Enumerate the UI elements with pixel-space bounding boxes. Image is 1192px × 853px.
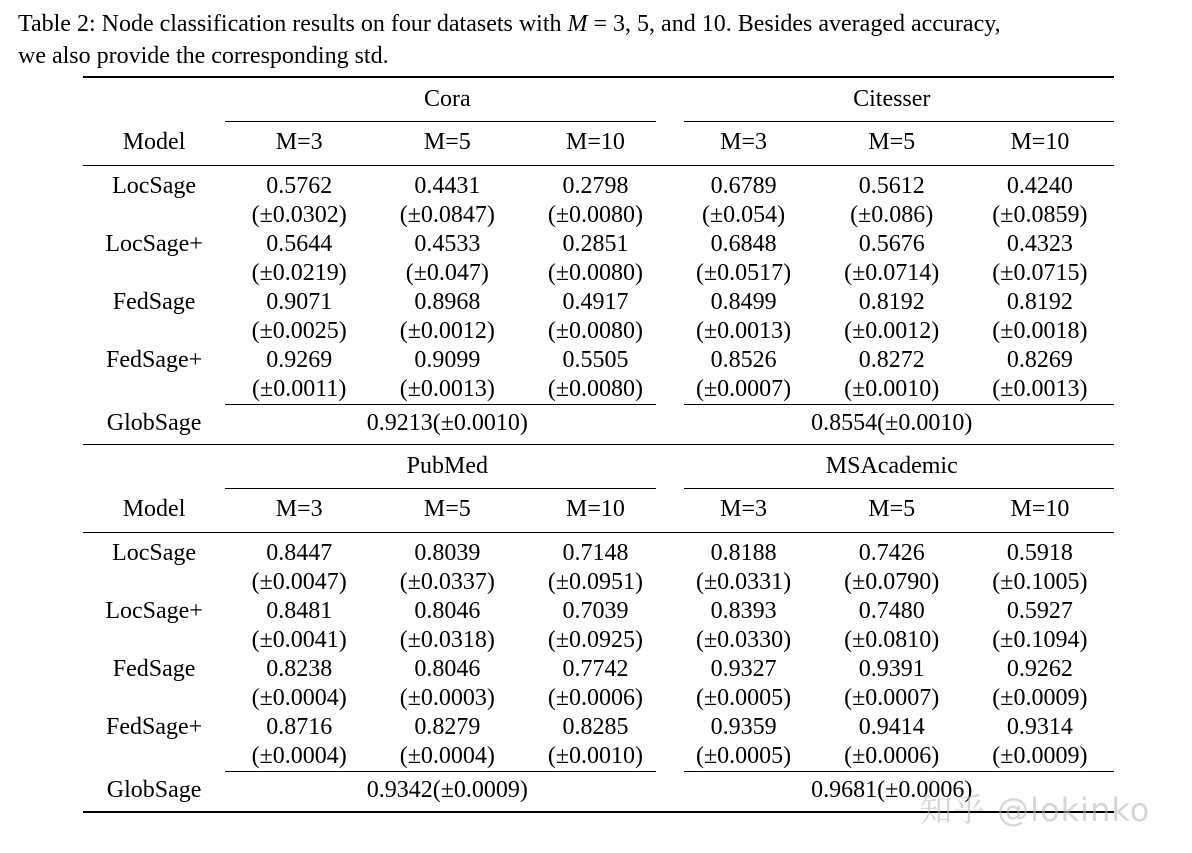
table-row: [83, 375, 1114, 404]
dataset-name: Citesser: [853, 86, 931, 112]
mean-value: 0.5612: [858, 172, 925, 199]
mean-value: 0.4240: [1006, 172, 1073, 199]
mean-value: 0.8279: [414, 713, 481, 740]
dataset-header-row: [83, 444, 1114, 488]
mean-value: 0.9359: [710, 713, 777, 740]
results-table-wrap: [83, 76, 1114, 813]
globsage-value: 0.9342(±0.0009): [225, 771, 669, 812]
dataset-header-row: [83, 77, 1114, 121]
mean-value: 0.5762: [266, 172, 333, 199]
mean-value: 0.9099: [414, 346, 481, 373]
caption-math-var: M: [567, 11, 588, 37]
model-name: LocSage: [112, 172, 197, 199]
m-header: M=3: [670, 121, 818, 165]
std-value: (±0.0080): [547, 201, 644, 228]
std-value: (±0.0004): [251, 742, 347, 769]
mean-value: 0.4323: [1006, 230, 1073, 257]
mean-value: 0.5505: [562, 346, 629, 373]
table-row: [83, 288, 1114, 317]
mean-value: 0.8393: [710, 597, 777, 624]
empty-cell: [83, 317, 225, 346]
std-value: (±0.0010): [844, 375, 940, 402]
std-value: (±0.0859): [992, 201, 1088, 228]
m-header: M=5: [373, 121, 521, 165]
mean-value: 0.8499: [710, 288, 777, 315]
std-value: (±0.0003): [399, 684, 495, 711]
std-value: (±0.047): [405, 259, 489, 286]
mean-value: 0.5676: [858, 230, 925, 257]
table-caption: [18, 8, 1188, 72]
mean-value: 0.8716: [266, 713, 333, 740]
std-value: (±0.0013): [992, 375, 1088, 402]
mean-value: 0.8046: [414, 655, 481, 682]
std-value: (±0.0047): [251, 568, 347, 595]
std-value: (±0.0810): [844, 626, 940, 653]
model-name: FedSage: [112, 655, 196, 682]
globsage-value: 0.9681(±0.0006): [670, 771, 1114, 812]
mean-value: 0.8269: [1006, 346, 1073, 373]
std-value: (±0.0009): [992, 742, 1088, 769]
table-row: [83, 597, 1114, 626]
std-value: (±0.0330): [696, 626, 792, 653]
mean-value: 0.8238: [266, 655, 333, 682]
std-value: (±0.0331): [696, 568, 792, 595]
m-header: M=10: [521, 121, 669, 165]
std-value: (±0.0018): [992, 317, 1088, 344]
mean-value: 0.8192: [1006, 288, 1073, 315]
std-value: (±0.0004): [251, 684, 347, 711]
mean-value: 0.5644: [266, 230, 333, 257]
m-header: M=10: [521, 488, 669, 532]
std-value: (±0.0337): [399, 568, 495, 595]
std-value: (±0.0005): [696, 742, 792, 769]
std-value: (±0.0013): [696, 317, 792, 344]
std-value: (±0.0013): [399, 375, 495, 402]
table-body: [83, 77, 1114, 812]
std-value: (±0.0080): [547, 375, 644, 402]
m-header: M=5: [818, 121, 966, 165]
std-value: (±0.0005): [696, 684, 792, 711]
mean-value: 0.7480: [858, 597, 925, 624]
mean-value: 0.9262: [1006, 655, 1073, 682]
std-value: (±0.0714): [844, 259, 940, 286]
mean-value: 0.9391: [858, 655, 925, 682]
mean-value: 0.6789: [710, 172, 777, 199]
std-value: (±0.0790): [844, 568, 940, 595]
dataset-name: PubMed: [406, 452, 488, 479]
std-value: (±0.0006): [547, 684, 644, 711]
std-value: (±0.1005): [992, 568, 1088, 595]
std-value: (±0.0302): [251, 201, 347, 228]
mean-value: 0.6848: [710, 230, 777, 257]
mean-value: 0.9314: [1006, 713, 1073, 740]
empty-cell: [83, 77, 225, 121]
std-value: (±0.0080): [547, 259, 644, 286]
table-row: [83, 742, 1114, 771]
empty-cell: [83, 444, 225, 488]
std-value: (±0.0318): [399, 626, 495, 653]
mean-value: 0.9414: [858, 713, 925, 740]
model-name: LocSage+: [105, 230, 203, 257]
watermark: 知乎 @lokinko: [920, 791, 1151, 829]
std-value: (±0.0847): [399, 201, 495, 228]
std-value: (±0.0715): [992, 259, 1088, 286]
std-value: (±0.0080): [547, 317, 644, 344]
std-value: (±0.1094): [992, 626, 1088, 653]
table-row: [83, 346, 1114, 375]
dataset-name: MSAcademic: [825, 452, 958, 479]
mean-value: 0.5927: [1006, 597, 1073, 624]
mean-value: 0.9269: [266, 346, 333, 373]
std-value: (±0.0925): [547, 626, 644, 653]
table-row: [83, 259, 1114, 288]
table-row: [83, 655, 1114, 684]
mean-value: 0.7742: [562, 655, 629, 682]
std-value: (±0.0007): [844, 684, 940, 711]
empty-cell: [83, 626, 225, 655]
std-value: (±0.0951): [547, 568, 644, 595]
table-row: [83, 568, 1114, 597]
caption-text: Table 2: Node classification results on four datasets with: [18, 11, 568, 37]
m-header: M=5: [818, 488, 966, 532]
m-header: M=5: [373, 488, 521, 532]
model-name: LocSage: [112, 539, 197, 566]
mean-value: 0.9071: [266, 288, 333, 315]
empty-cell: [83, 201, 225, 230]
mean-value: 0.8447: [266, 539, 333, 566]
std-value: (±0.0025): [251, 317, 347, 344]
empty-cell: [83, 684, 225, 713]
table-row: [83, 532, 1114, 568]
std-value: (±0.0010): [547, 742, 644, 769]
model-name: FedSage: [112, 288, 196, 315]
m-header: M=3: [670, 488, 818, 532]
std-value: (±0.0009): [992, 684, 1088, 711]
std-value: (±0.0012): [844, 317, 940, 344]
model-name: FedSage+: [105, 346, 203, 373]
mean-value: 0.8526: [710, 346, 777, 373]
table-row: [83, 317, 1114, 346]
empty-cell: [83, 259, 225, 288]
std-value: (±0.0006): [844, 742, 940, 769]
m-header: M=10: [966, 488, 1114, 532]
mean-value: 0.8968: [414, 288, 481, 315]
table-row: [83, 684, 1114, 713]
std-value: (±0.086): [850, 201, 934, 228]
model-name: FedSage+: [105, 713, 203, 740]
model-name: LocSage+: [105, 597, 203, 624]
caption-line-2: we also provide the corresponding std.: [18, 43, 389, 69]
model-name: GlobSage: [106, 410, 202, 436]
caption-text: = 3, 5, and 10. Besides averaged accuracy,: [587, 11, 1001, 37]
mean-value: 0.7426: [858, 539, 925, 566]
model-name: GlobSage: [106, 777, 202, 803]
mean-value: 0.7039: [562, 597, 629, 624]
globsage-value: 0.9213(±0.0010): [225, 404, 669, 445]
table-row: [83, 201, 1114, 230]
empty-cell: [83, 568, 225, 597]
std-value: (±0.054): [702, 201, 786, 228]
model-header: Model: [122, 496, 186, 523]
std-value: (±0.0011): [252, 375, 347, 402]
model-header: Model: [122, 129, 186, 156]
column-header-row: [83, 121, 1114, 165]
mean-value: 0.8039: [414, 539, 481, 566]
results-table: [83, 76, 1114, 813]
mean-value: 0.7148: [562, 539, 629, 566]
std-value: (±0.0041): [251, 626, 347, 653]
mean-value: 0.8285: [562, 713, 629, 740]
table-row: [83, 713, 1114, 742]
mean-value: 0.8481: [266, 597, 333, 624]
mean-value: 0.9327: [710, 655, 777, 682]
table-row: [83, 165, 1114, 201]
std-value: (±0.0004): [399, 742, 495, 769]
empty-cell: [83, 375, 225, 404]
table-row: [83, 230, 1114, 259]
column-header-row: [83, 488, 1114, 532]
std-value: (±0.0012): [399, 317, 495, 344]
m-header: M=3: [225, 488, 373, 532]
globsage-value: 0.8554(±0.0010): [670, 404, 1114, 445]
mean-value: 0.8272: [858, 346, 925, 373]
caption-line-1: [18, 8, 1188, 40]
mean-value: 0.8188: [710, 539, 777, 566]
mean-value: 0.4431: [414, 172, 481, 199]
std-value: (±0.0219): [251, 259, 347, 286]
mean-value: 0.4533: [414, 230, 481, 257]
std-value: (±0.0517): [696, 259, 792, 286]
mean-value: 0.2851: [562, 230, 629, 257]
m-header: M=10: [966, 121, 1114, 165]
mean-value: 0.2798: [562, 172, 629, 199]
m-header: M=3: [225, 121, 373, 165]
globsage-row: [83, 404, 1114, 445]
empty-cell: [83, 742, 225, 771]
dataset-name: Cora: [423, 86, 471, 112]
std-value: (±0.0007): [696, 375, 792, 402]
mean-value: 0.4917: [562, 288, 629, 315]
mean-value: 0.8192: [858, 288, 925, 315]
table-row: [83, 626, 1114, 655]
mean-value: 0.8046: [414, 597, 481, 624]
mean-value: 0.5918: [1006, 539, 1073, 566]
